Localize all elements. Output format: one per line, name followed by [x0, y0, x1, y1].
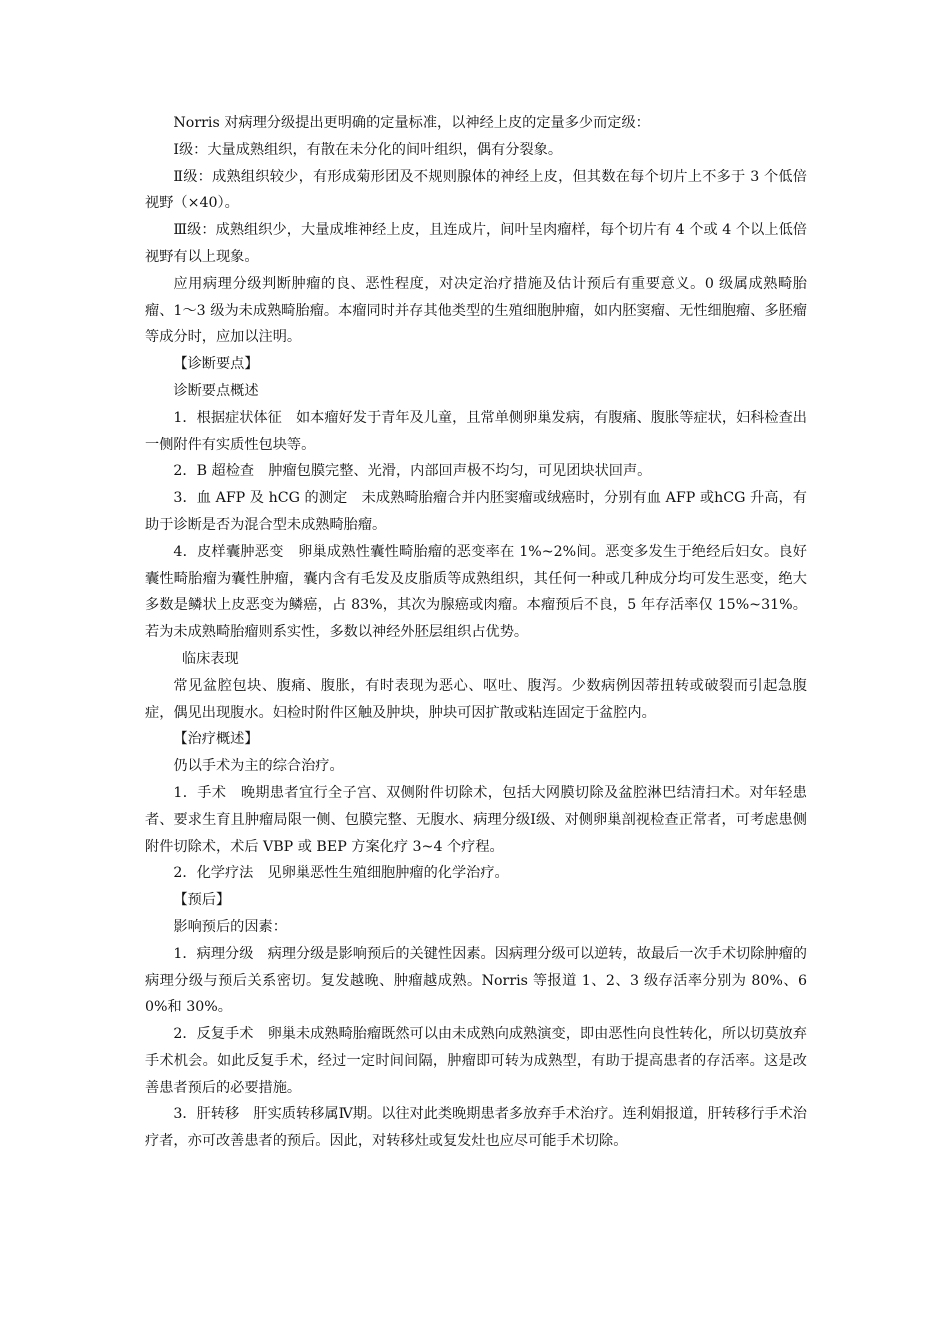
grade-1: Ⅰ级：大量成熟组织，有散在未分化的间叶组织，偶有分裂象。	[173, 141, 563, 158]
prognosis-item-3: 3．肝转移 肝实质转移属Ⅳ期。以往对此类晚期患者多放弃手术治疗。连利娟报道，肝转移行手术治疗者，亦可改善患者的预后。因此，对转移灶或复发灶也应尽可能手术切除。	[145, 1106, 807, 1150]
document-page	[145, 110, 807, 1155]
grading-intro: Norris 对病理分级提出更明确的定量标准，以神经上皮的定量多少而定级：	[173, 115, 650, 131]
diagnosis-item-4: 4．皮样囊肿恶变 卵巢成熟性囊性畸胎瘤的恶变率在 1%~2%间。恶变多发生于绝经后妇女。良好囊性畸胎瘤为囊性肿瘤，囊内含有毛发及皮脂质等成熟组织，其任何一种或几种成分均可发生恶变，绝大多数是鳞状上皮恶变为鳞癌，占 83%，其次为腺癌或肉瘤。本瘤预后不良，5 年存活率仅 15%~31%。若为未成熟畸胎瘤则系实性，多数以神经外胚层组织占优势。	[145, 543, 807, 641]
section-heading-prognosis: 【预后】	[173, 892, 231, 909]
diagnosis-item-1: 1．根据症状体征 如本瘤好发于青年及儿童，且常单侧卵巢发病，有腹痛、腹胀等症状，妇科检查出一侧附件有实质性包块等。	[145, 409, 807, 453]
diagnosis-item-2: 2．B 超检查 肿瘤包膜完整、光滑，内部回声极不均匀，可见团块状回声。	[173, 463, 652, 480]
prognosis-item-2: 2．反复手术 卵巢未成熟畸胎瘤既然可以由未成熟向成熟演变，即由恶性向良性转化，所以切莫放弃手术机会。如此反复手术，经过一定时间间隔，肿瘤即可转为成熟型，有助于提高患者的存活率。这是改善患者预后的必要措施。	[145, 1026, 807, 1096]
treatment-item-1: 1．手术 晚期患者宜行全子宫、双侧附件切除术，包括大网膜切除及盆腔淋巴结清扫术。对年轻患者、要求生育且肿瘤局限一侧、包膜完整、无腹水、病理分级Ⅰ级、对侧卵巢剖视检查正常者，可考虑患侧附件切除术，术后 VBP 或 BEP 方案化疗 3~4 个疗程。	[145, 784, 807, 855]
section-heading-diagnosis: 【诊断要点】	[173, 356, 259, 373]
diagnosis-item-3: 3．血 AFP 及 hCG 的测定 未成熟畸胎瘤合并内胚窦瘤或绒癌时，分别有血 AFP 或hCG 升高，有助于诊断是否为混合型未成熟畸胎瘤。	[145, 490, 807, 533]
prognosis-item-1: 1．病理分级 病理分级是影响预后的关键性因素。因病理分级可以逆转，故最后一次手术切除肿瘤的病理分级与预后关系密切。复发越晚、肿瘤越成熟。Norris 等报道 1、2、3 级存活率分别为 80%、60%和 30%。	[145, 945, 807, 1016]
subheading-clinical: 临床表现	[181, 650, 239, 667]
grading-significance: 应用病理分级判断肿瘤的良、恶性程度，对决定治疗措施及估计预后有重要意义。0 级属成熟畸胎瘤、1～3 级为未成熟畸胎瘤。本瘤同时并存其他类型的生殖细胞肿瘤，如内胚窦瘤、无性细胞瘤、多胚瘤等成分时，应加以注明。	[145, 275, 807, 346]
clinical-text: 常见盆腔包块、腹痛、腹胀，有时表现为恶心、呕吐、腹泻。少数病例因蒂扭转或破裂而引起急腹症，偶见出现腹水。妇检时附件区触及肿块，肿块可因扩散或粘连固定于盆腔内。	[145, 677, 807, 721]
diagnosis-overview: 诊断要点概述	[173, 382, 259, 399]
prognosis-overview: 影响预后的因素：	[173, 918, 287, 935]
grade-3: Ⅲ级：成熟组织少，大量成堆神经上皮，且连成片，间叶呈肉瘤样，每个切片有 4 个或 4 个以上低倍视野有以上现象。	[145, 222, 807, 265]
treatment-overview: 仍以手术为主的综合治疗。	[173, 758, 344, 775]
section-heading-treatment: 【治疗概述】	[173, 731, 259, 748]
treatment-item-2: 2．化学疗法 见卵巢恶性生殖细胞肿瘤的化学治疗。	[173, 865, 509, 882]
grade-2: Ⅱ级：成熟组织较少，有形成菊形团及不规则腺体的神经上皮，但其数在每个切片上不多于 3 个低倍视野（×40）。	[145, 168, 807, 212]
